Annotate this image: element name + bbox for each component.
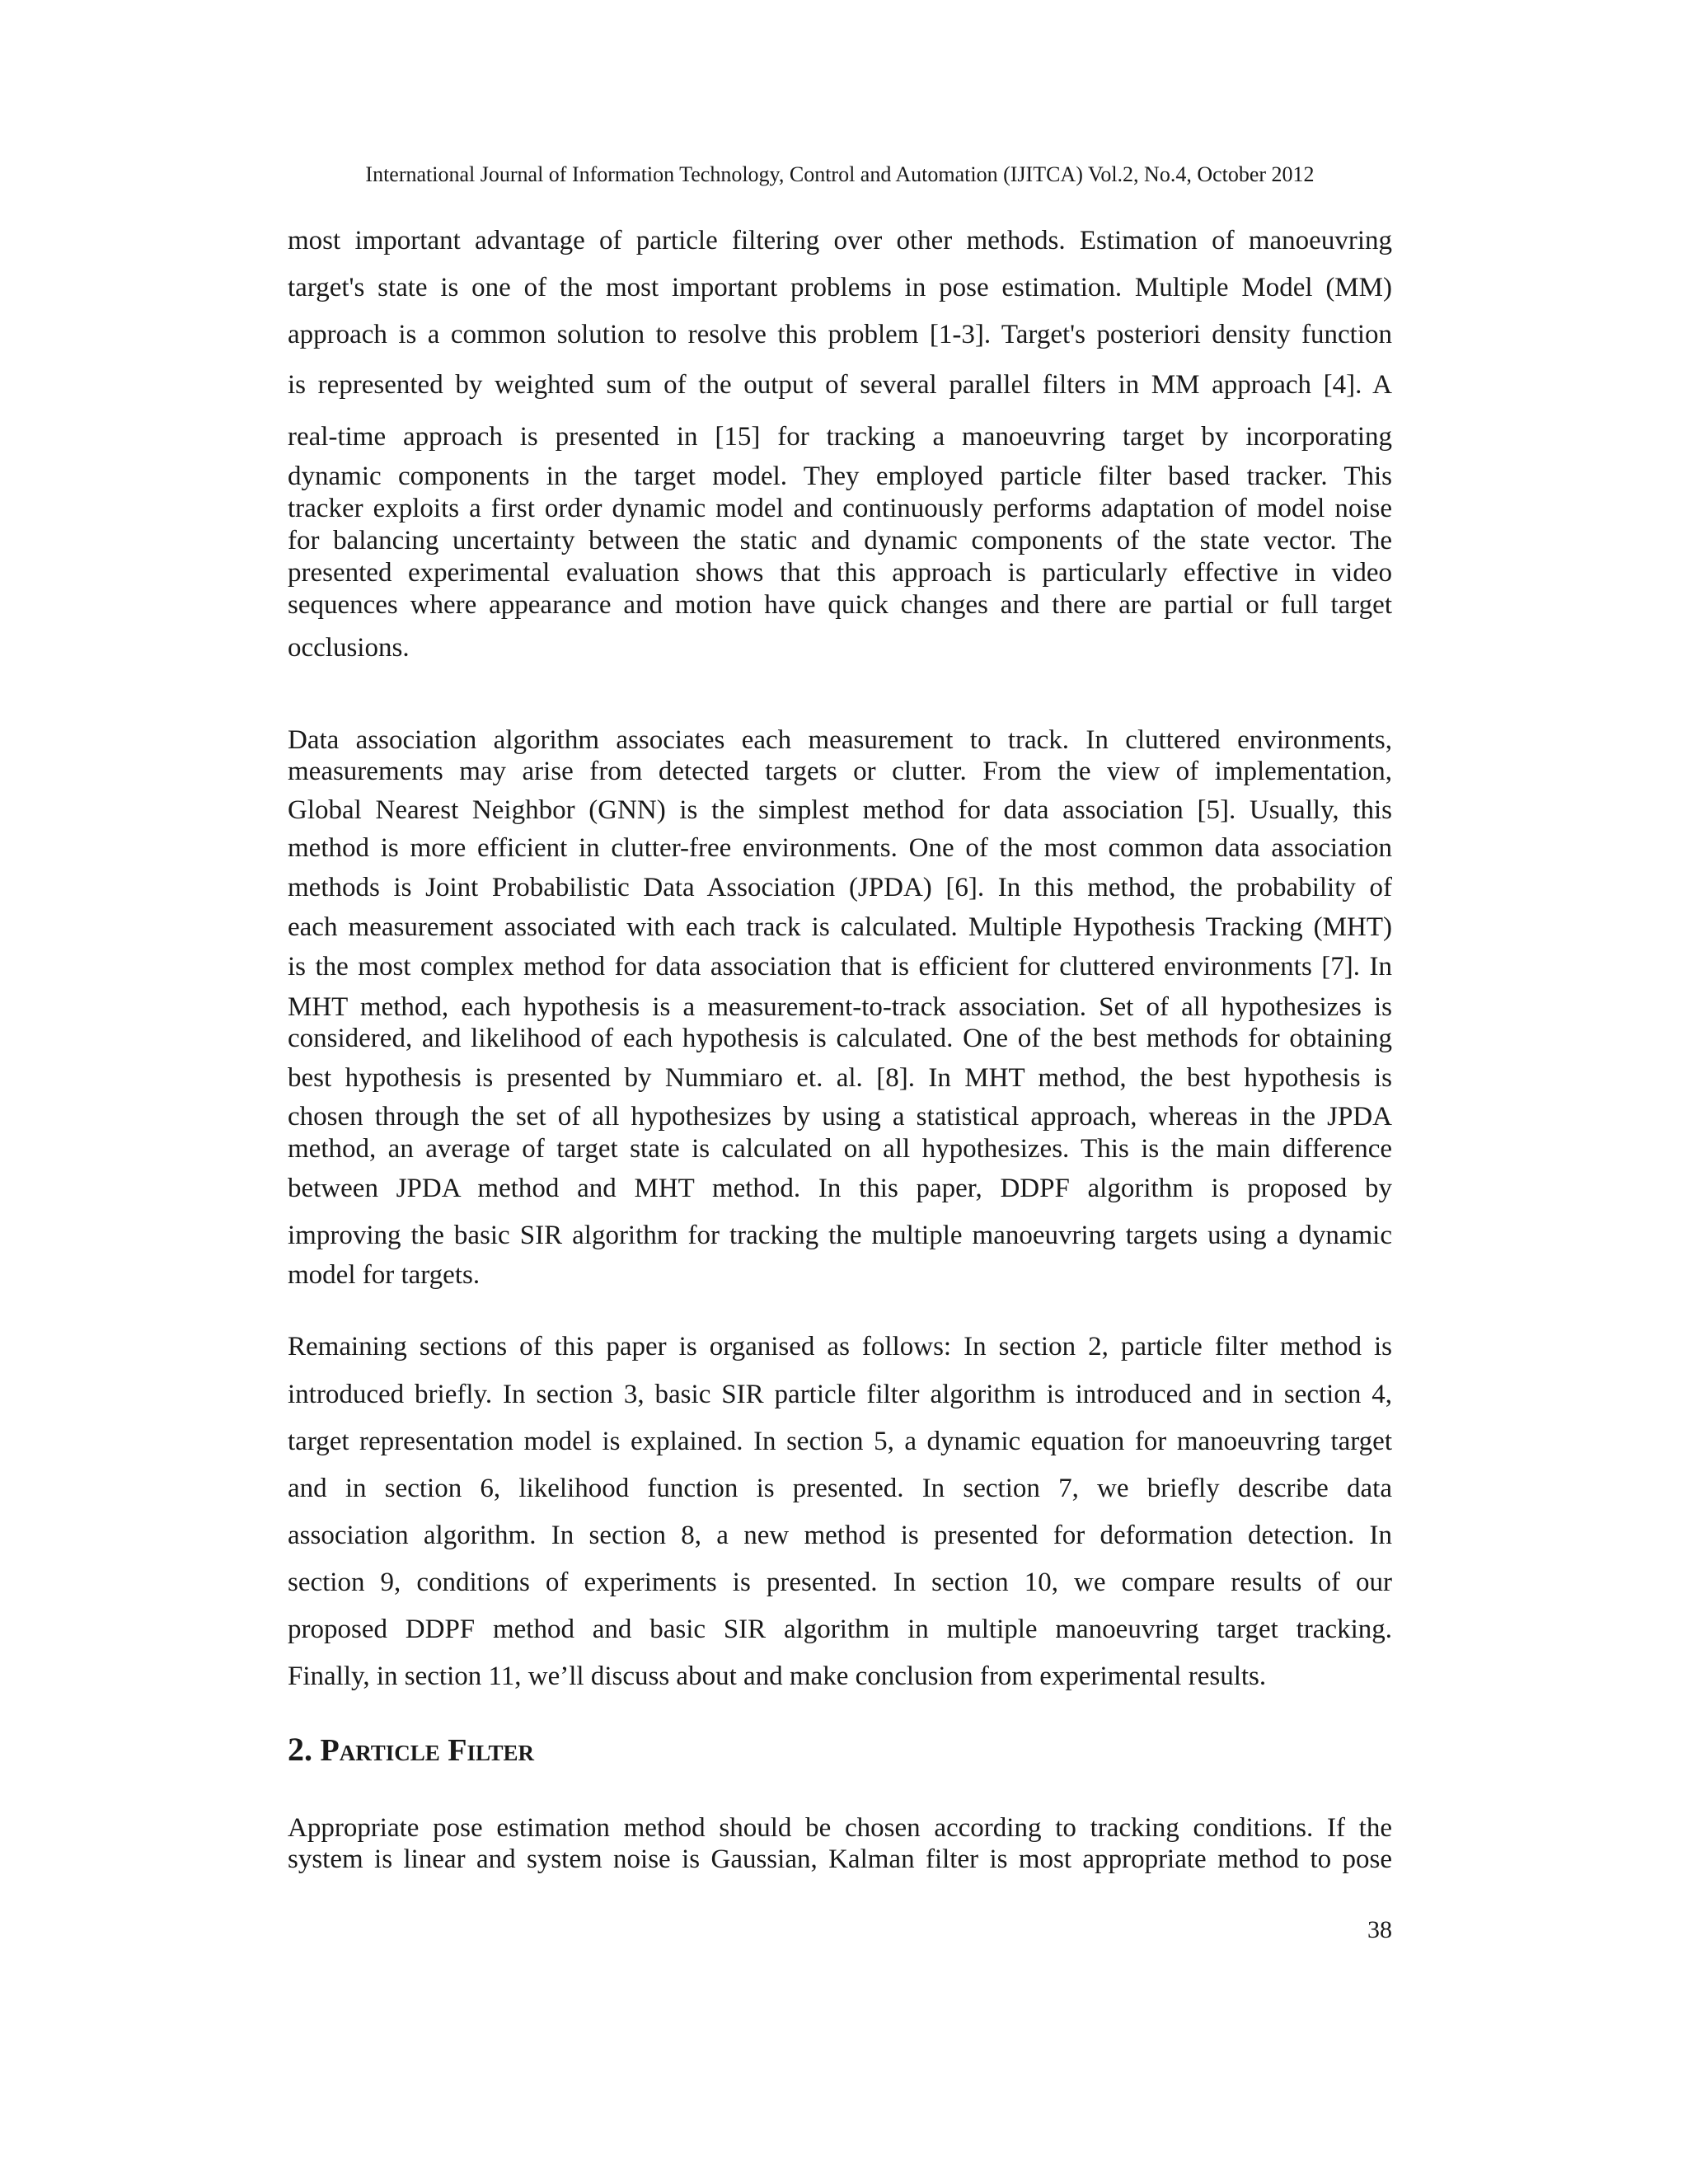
section-title: Particle Filter xyxy=(320,1733,535,1768)
text-line: methods is Joint Probabilistic Data Association (JPDA) [6]. In this method, the probability of xyxy=(288,873,1392,902)
text-line: Appropriate pose estimation method should be chosen according to tracking conditions. If the xyxy=(288,1813,1392,1843)
text-line: method is more efficient in clutter-free environments. One of the most common data association xyxy=(288,833,1392,863)
text-line: occlusions. xyxy=(288,633,410,663)
text-line: for balancing uncertainty between the static and dynamic components of the state vector. The xyxy=(288,526,1392,555)
text-line: model for targets. xyxy=(288,1260,481,1290)
text-line: system is linear and system noise is Gaussian, Kalman filter is most appropriate method to pose xyxy=(288,1844,1392,1874)
running-header: International Journal of Information Technology, Control and Automation (IJITCA) Vol.2, No.4, October 2012 xyxy=(365,162,1315,186)
text-line: Remaining sections of this paper is organised as follows: In section 2, particle filter method is xyxy=(288,1332,1392,1361)
text-line: introduced briefly. In section 3, basic SIR particle filter algorithm is introduced and in section 4, xyxy=(288,1380,1392,1409)
text-line: Finally, in section 11, we’ll discuss about and make conclusion from experimental results. xyxy=(288,1661,1267,1691)
text-line: Data association algorithm associates each measurement to track. In cluttered environments, xyxy=(288,725,1392,755)
section-heading xyxy=(288,1727,534,1774)
text-line: improving the basic SIR algorithm for tracking the multiple manoeuvring targets using a dynamic xyxy=(288,1221,1392,1250)
text-line: target representation model is explained. In section 5, a dynamic equation for manoeuvring target xyxy=(288,1427,1392,1456)
text-line: each measurement associated with each track is calculated. Multiple Hypothesis Tracking (MHT) xyxy=(288,912,1392,942)
text-line: target's state is one of the most important problems in pose estimation. Multiple Model (MM) xyxy=(288,273,1392,302)
text-line: and in section 6, likelihood function is presented. In section 7, we briefly describe data xyxy=(288,1474,1392,1503)
text-line: is represented by weighted sum of the output of several parallel filters in MM approach [4]. A xyxy=(288,370,1392,400)
text-line: section 9, conditions of experiments is presented. In section 10, we compare results of our xyxy=(288,1568,1392,1597)
text-line: Global Nearest Neighbor (GNN) is the simplest method for data association [5]. Usually, this xyxy=(288,795,1392,825)
text-line: association algorithm. In section 8, a new method is presented for deformation detection. In xyxy=(288,1521,1392,1550)
text-line: most important advantage of particle filtering over other methods. Estimation of manoeuvring xyxy=(288,226,1392,255)
text-line: between JPDA method and MHT method. In this paper, DDPF algorithm is proposed by xyxy=(288,1174,1392,1203)
text-line: tracker exploits a first order dynamic model and continuously performs adaptation of model noise xyxy=(288,494,1392,523)
text-line: real-time approach is presented in [15] for tracking a manoeuvring target by incorporating xyxy=(288,422,1392,452)
text-line: proposed DDPF method and basic SIR algorithm in multiple manoeuvring target tracking. xyxy=(288,1615,1392,1644)
text-line: dynamic components in the target model. They employed particle filter based tracker. This xyxy=(288,462,1392,491)
text-line: considered, and likelihood of each hypothesis is calculated. One of the best methods for obtaining xyxy=(288,1024,1392,1053)
text-line: presented experimental evaluation shows that this approach is particularly effective in video xyxy=(288,558,1392,588)
text-line: MHT method, each hypothesis is a measurement-to-track association. Set of all hypothesizes is xyxy=(288,992,1392,1022)
text-line: is the most complex method for data association that is efficient for cluttered environments [7]. In xyxy=(288,952,1392,982)
text-line: method, an average of target state is calculated on all hypothesizes. This is the main difference xyxy=(288,1134,1392,1164)
text-line: chosen through the set of all hypothesizes by using a statistical approach, whereas in the JPDA xyxy=(288,1102,1392,1132)
section-number: 2. xyxy=(288,1731,312,1768)
page-number: 38 xyxy=(1367,1916,1392,1943)
text-line: sequences where appearance and motion have quick changes and there are partial or full target xyxy=(288,590,1392,620)
text-line: approach is a common solution to resolve this problem [1-3]. Target's posteriori density function xyxy=(288,320,1392,349)
text-line: best hypothesis is presented by Nummiaro et. al. [8]. In MHT method, the best hypothesis is xyxy=(288,1063,1392,1093)
text-line: measurements may arise from detected targets or clutter. From the view of implementation, xyxy=(288,757,1392,786)
